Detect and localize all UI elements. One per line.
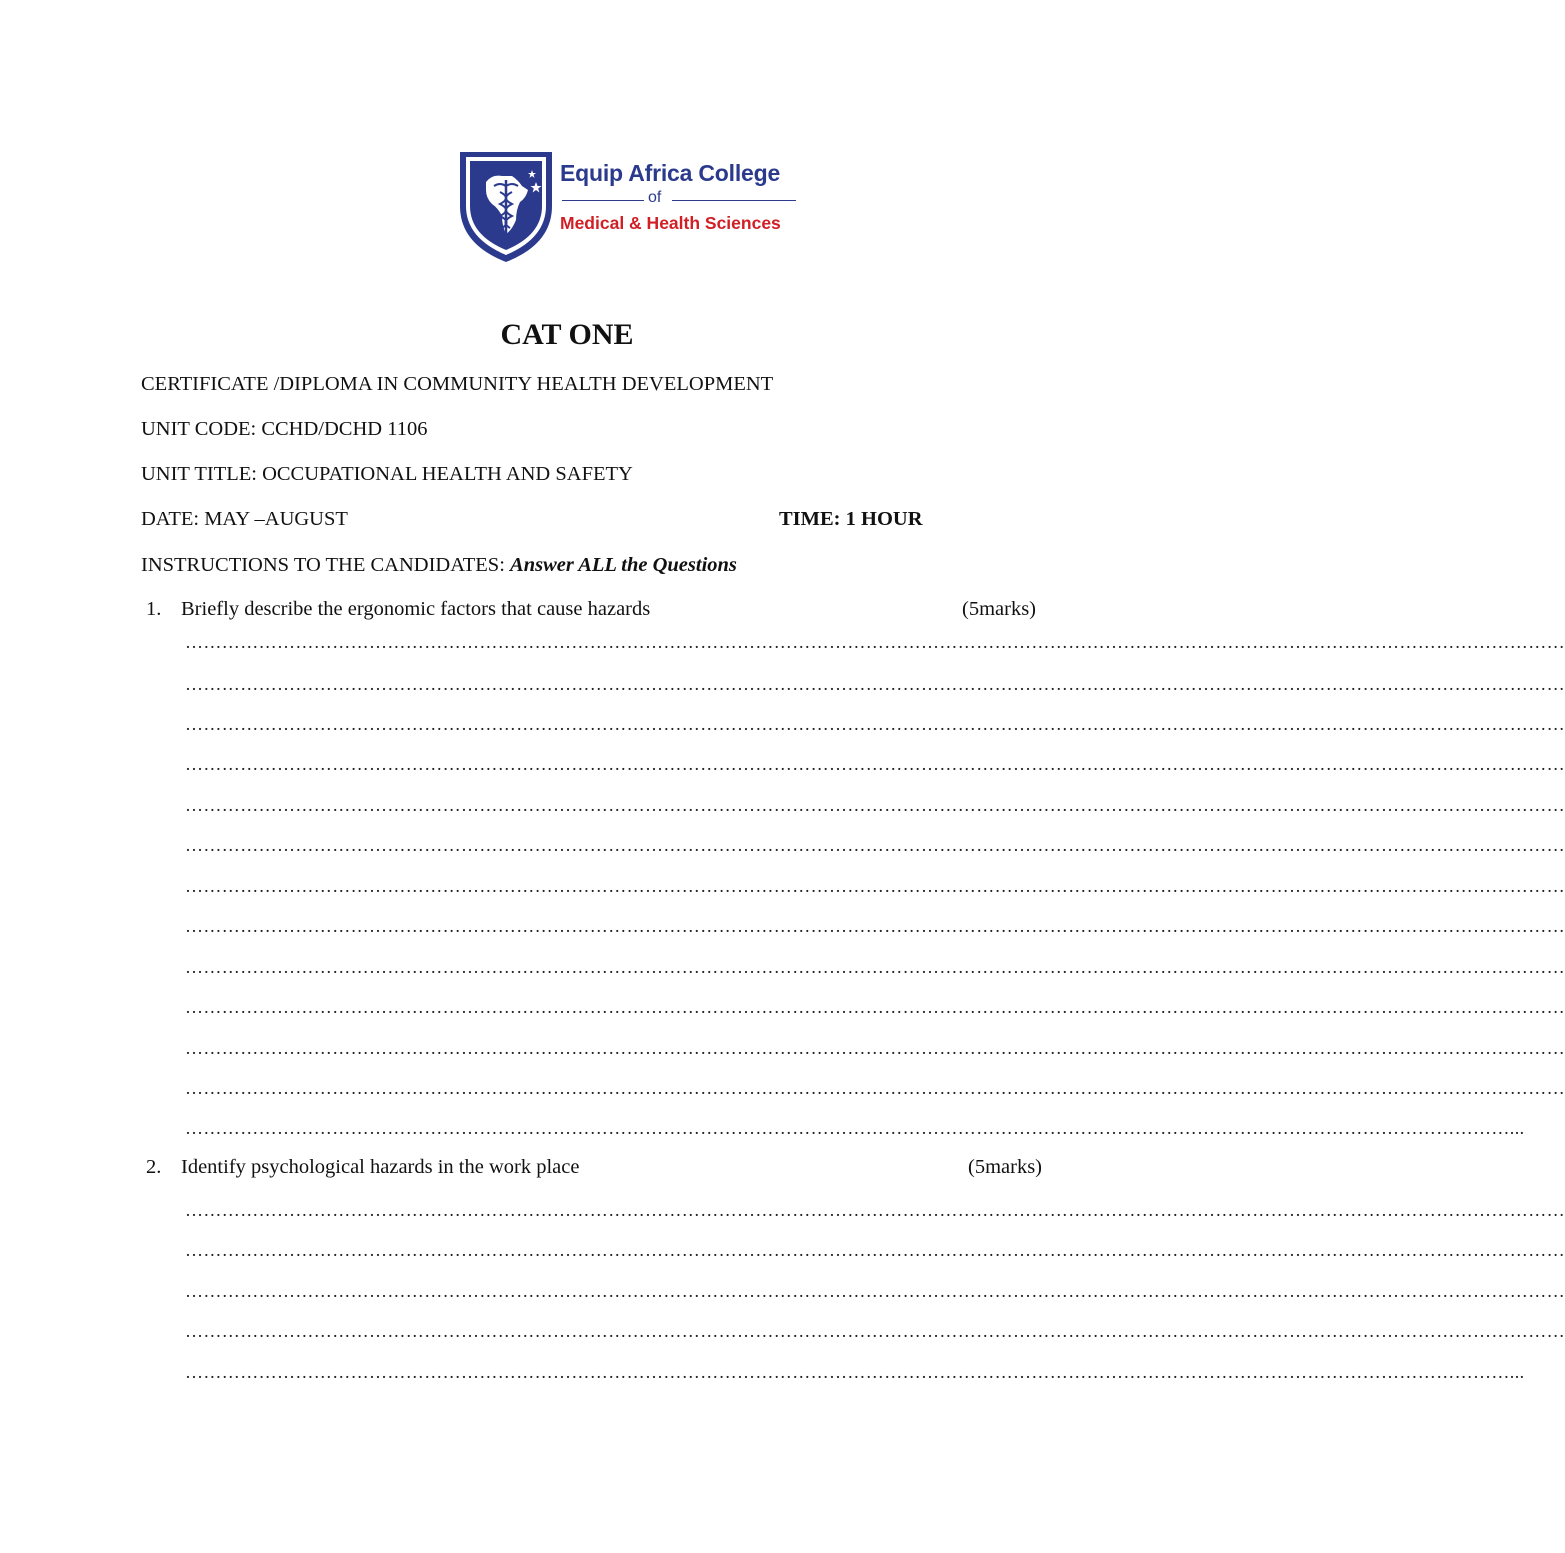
logo-of-divider xyxy=(560,189,800,211)
answer-line[interactable]: ……………………………………………………………………………………………………………………………………………………………………………………………………… xyxy=(185,1200,1565,1220)
answer-line[interactable]: ……………………………………………………………………………………………………………………………………………………………………………………………………… xyxy=(185,674,1565,694)
answer-line[interactable]: ……………………………………………………………………………………………………………………………………………………………………………………………………… xyxy=(185,916,1565,936)
answer-line[interactable]: ……………………………………………………………………………………………………………………………………………………………………………………………………… xyxy=(185,957,1565,977)
unit-title-line: UNIT TITLE: OCCUPATIONAL HEALTH AND SAFETY xyxy=(141,463,633,485)
answer-line[interactable]: ……………………………………………………………………………………………………………………………………………………………………………………………………… xyxy=(185,1321,1565,1341)
unit-code-line: UNIT CODE: CCHD/DCHD 1106 xyxy=(141,418,428,440)
college-crest-icon xyxy=(456,146,556,264)
answer-line[interactable]: ………………………………………………………………………………………………………………………………………………………………………………………………... xyxy=(185,1118,1525,1138)
instructions-label: INSTRUCTIONS TO THE CANDIDATES: xyxy=(141,554,511,576)
answer-line[interactable]: ……………………………………………………………………………………………………………………………………………………………………………………………………… xyxy=(185,876,1565,896)
answer-line[interactable]: ……………………………………………………………………………………………………………………………………………………………………………………………………… xyxy=(185,632,1565,652)
answer-line[interactable]: ……………………………………………………………………………………………………………………………………………………………………………………………………… xyxy=(185,754,1565,774)
question-2 xyxy=(146,1156,579,1179)
question-number: 2. xyxy=(146,1156,162,1178)
logo-college-subtitle: Medical & Health Sciences xyxy=(560,213,781,233)
logo-of-text: of xyxy=(648,189,662,206)
answer-line[interactable]: ………………………………………………………………………………………………………………………………………………………………………………………………... xyxy=(185,1362,1525,1382)
date-line: DATE: MAY –AUGUST xyxy=(141,508,348,530)
college-logo xyxy=(456,146,806,266)
answer-line[interactable]: ……………………………………………………………………………………………………………………………………………………………………………………………………… xyxy=(185,714,1565,734)
answer-line[interactable]: ……………………………………………………………………………………………………………………………………………………………………………………………………… xyxy=(185,997,1565,1017)
instructions-line xyxy=(141,554,737,577)
programme-line: CERTIFICATE /DIPLOMA IN COMMUNITY HEALTH DEVELOPMENT xyxy=(141,373,774,395)
answer-line[interactable]: ……………………………………………………………………………………………………………………………………………………………………………………………………… xyxy=(185,1281,1565,1301)
logo-college-name: Equip Africa College xyxy=(560,160,781,186)
time-line: TIME: 1 HOUR xyxy=(779,508,923,530)
answer-line[interactable]: ……………………………………………………………………………………………………………………………………………………………………………………………………… xyxy=(185,1240,1565,1260)
instructions-text: Answer ALL the Questions xyxy=(510,554,737,576)
answer-line[interactable]: ……………………………………………………………………………………………………………………………………………………………………………………………………… xyxy=(185,1038,1565,1058)
question-1-marks: (5marks) xyxy=(962,598,1037,620)
question-2-marks: (5marks) xyxy=(968,1156,1043,1178)
page-title: CAT ONE xyxy=(500,318,634,351)
question-number: 1. xyxy=(146,598,162,620)
answer-line[interactable]: ……………………………………………………………………………………………………………………………………………………………………………………………………… xyxy=(185,795,1565,815)
question-text: Identify psychological hazards in the work place xyxy=(181,1156,580,1178)
answer-line[interactable]: ……………………………………………………………………………………………………………………………………………………………………………………………………… xyxy=(185,835,1565,855)
question-text: Briefly describe the ergonomic factors that cause hazards xyxy=(181,598,651,620)
question-1 xyxy=(146,598,650,621)
answer-line[interactable]: ……………………………………………………………………………………………………………………………………………………………………………………………………… xyxy=(185,1078,1565,1098)
